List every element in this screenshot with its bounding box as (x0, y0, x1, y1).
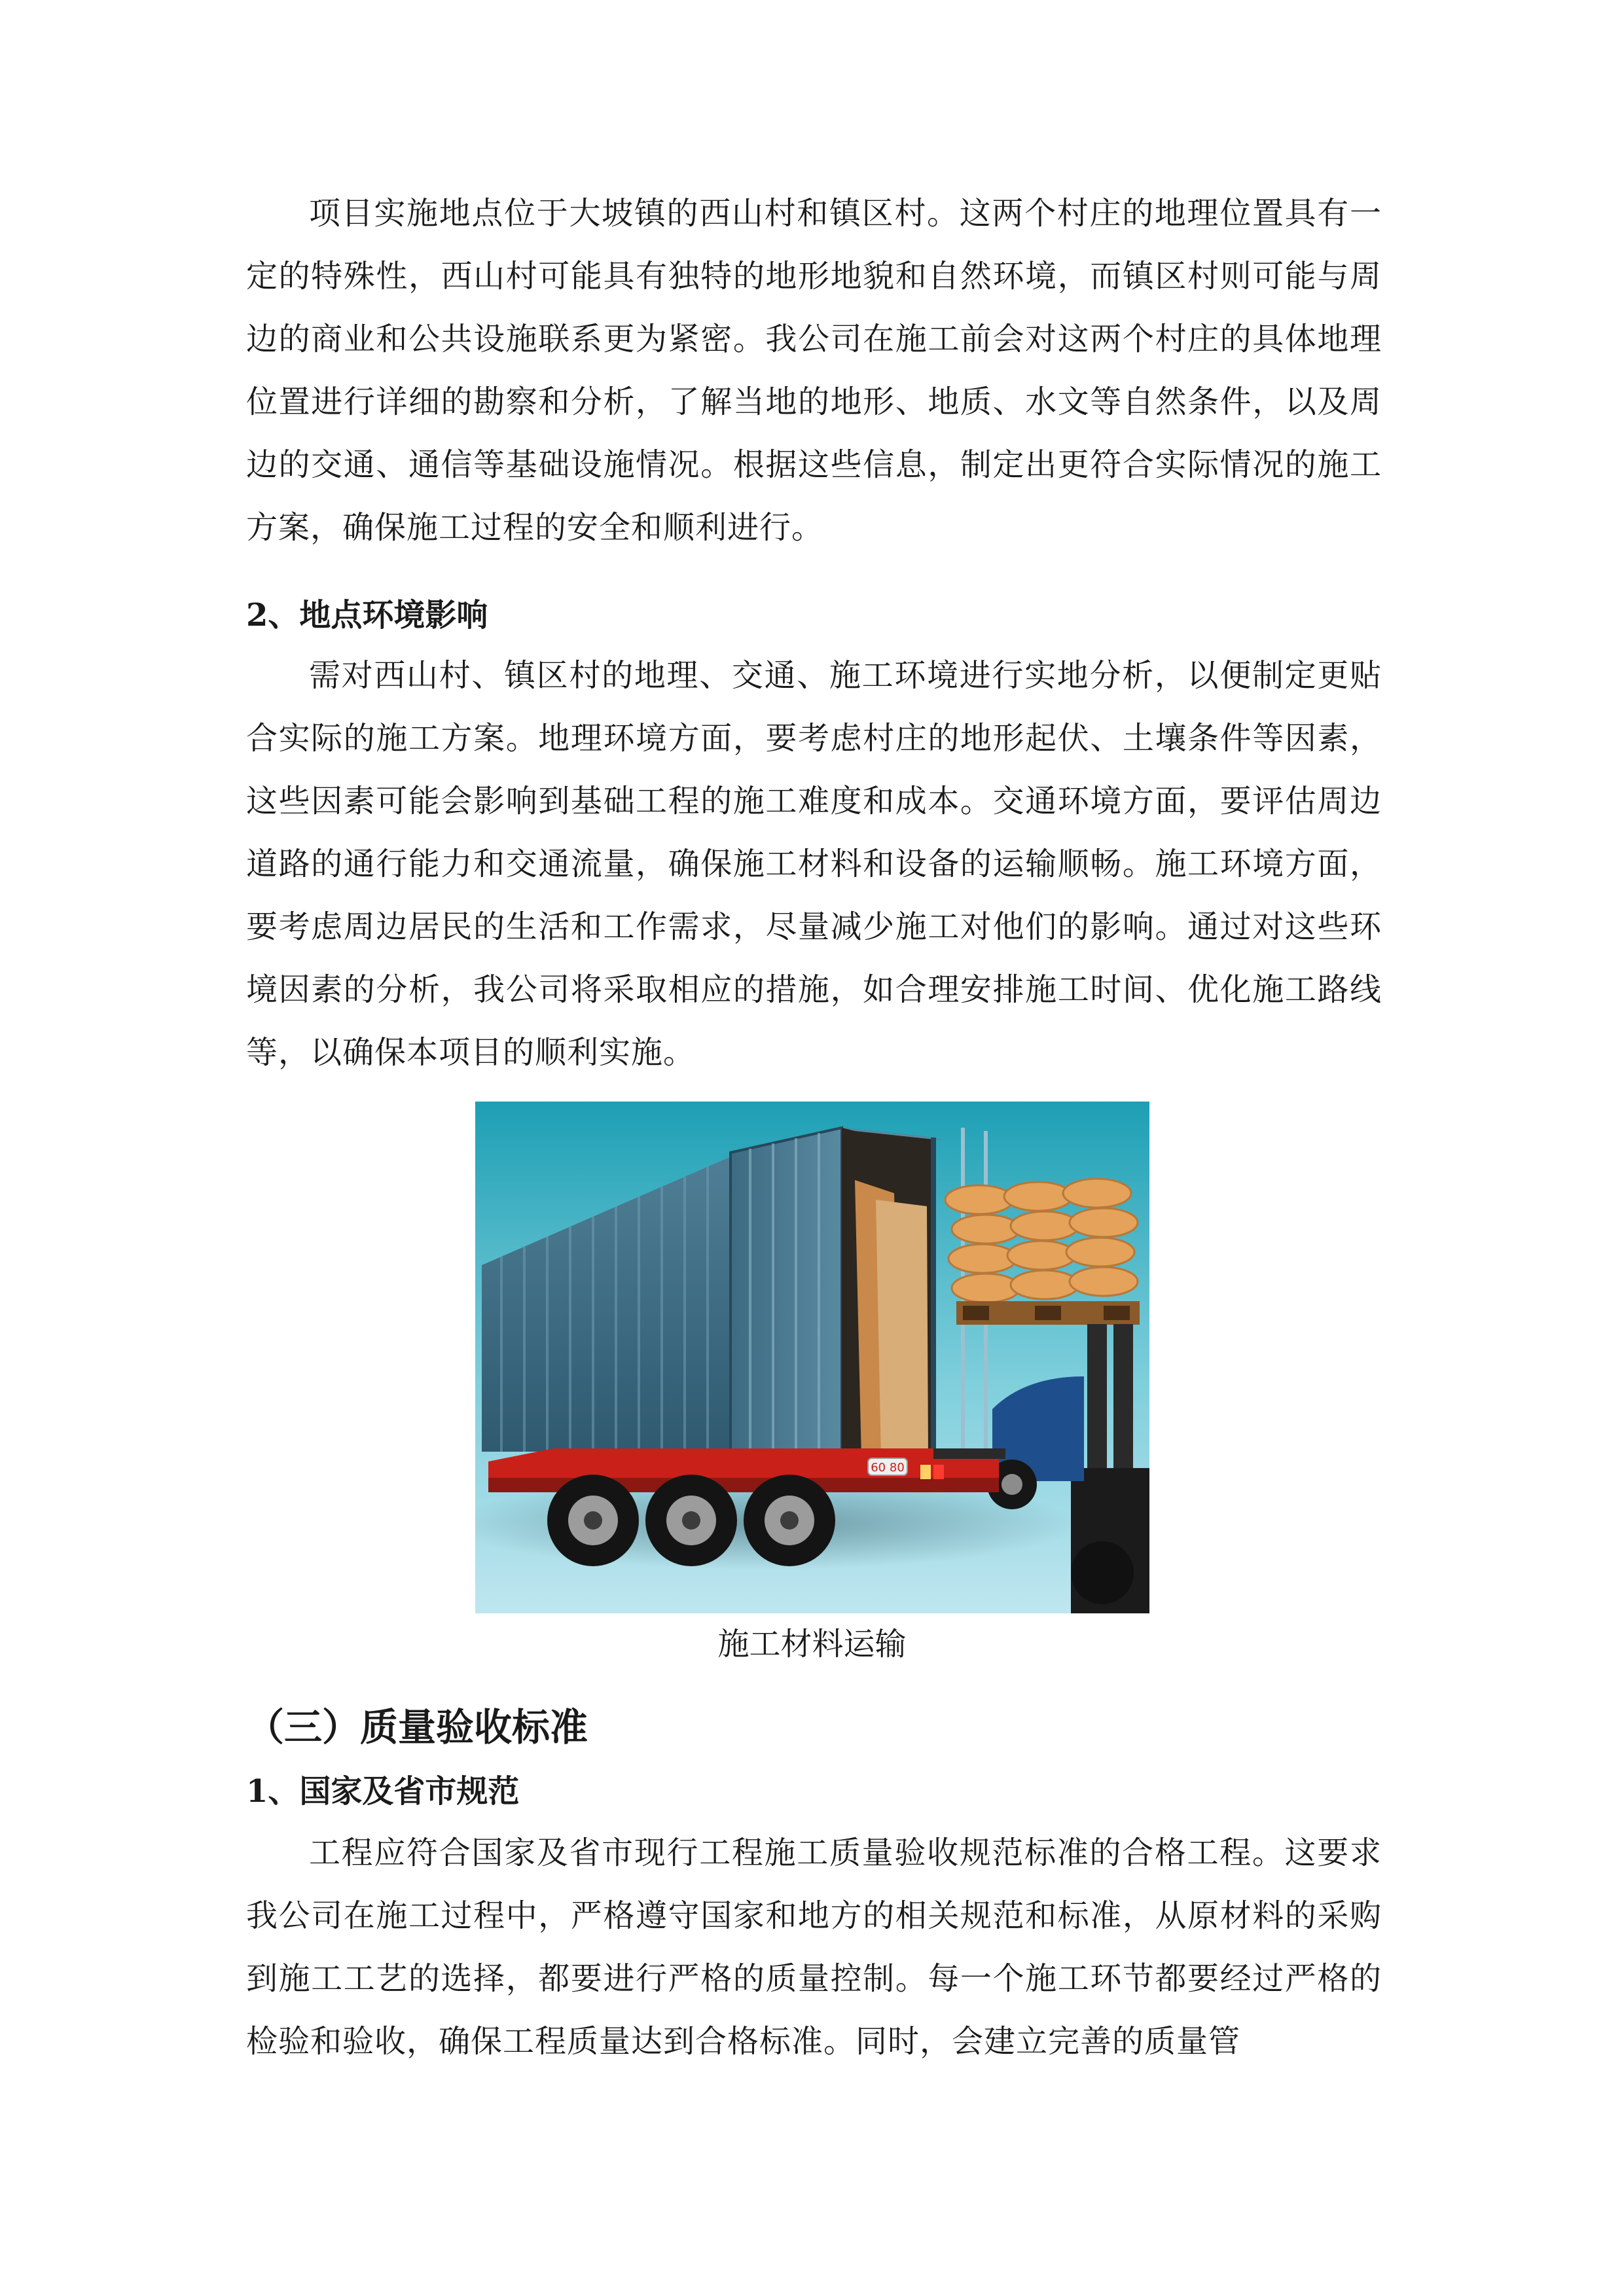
paragraph-environment-analysis: 需对西山村、镇区村的地理、交通、施工环境进行实地分析，以便制定更贴合实际的施工方案。地理环境方面，要考虑村庄的地形起伏、土壤条件等因素，这些因素可能会影响到基础工程的施工难度和成本。交通环境方面，要评估周边道路的通行能力和交通流量，确保施工材料和设备的运输顺畅。施工环境方面，要考虑周边居民的生活和工作需求，尽量减少施工对他们的影响。通过对这些环境因素的分析，我公司将采取相应的措施，如合理安排施工时间、优化施工路线等，以确保本项目的顺利实施。 (246, 657, 1382, 1071)
plate-text: 60 80 (871, 1461, 905, 1475)
figure-caption: 施工材料运输 (717, 1626, 907, 1662)
paragraph-project-location: 项目实施地点位于大坡镇的西山村和镇区村。这两个村庄的地理位置具有一定的特殊性，西山村可能具有独特的地形地貌和自然环境，而镇区村则可能与周边的商业和公共设施联系更为紧密。我公司在施工前会对这两个村庄的具体地理位置进行详细的勘察和分析，了解当地的地形、地质、水文等自然条件，以及周边的交通、通信等基础设施情况。根据这些信息，制定出更符合实际情况的施工方案，确保施工过程的安全和顺利进行。 (246, 195, 1382, 546)
truck-transport-image (475, 1102, 1149, 1613)
truck-illustration (475, 1102, 1149, 1613)
heading-national-provincial-norms: 1、国家及省市规范 (246, 1773, 520, 1810)
heading-location-environment: 2、地点环境影响 (246, 597, 488, 634)
section-heading-quality-standard: （三）质量验收标准 (246, 1705, 588, 1749)
paragraph-quality-acceptance: 工程应符合国家及省市现行工程施工质量验收规范标准的合格工程。这要求我公司在施工过程中，严格遵守国家和地方的相关规范和标准，从原材料的采购到施工工艺的选择，都要进行严格的质量控制。每一个施工环节都要经过严格的检验和验收，确保工程质量达到合格标准。同时，会建立完善的质量管 (246, 1835, 1382, 2060)
